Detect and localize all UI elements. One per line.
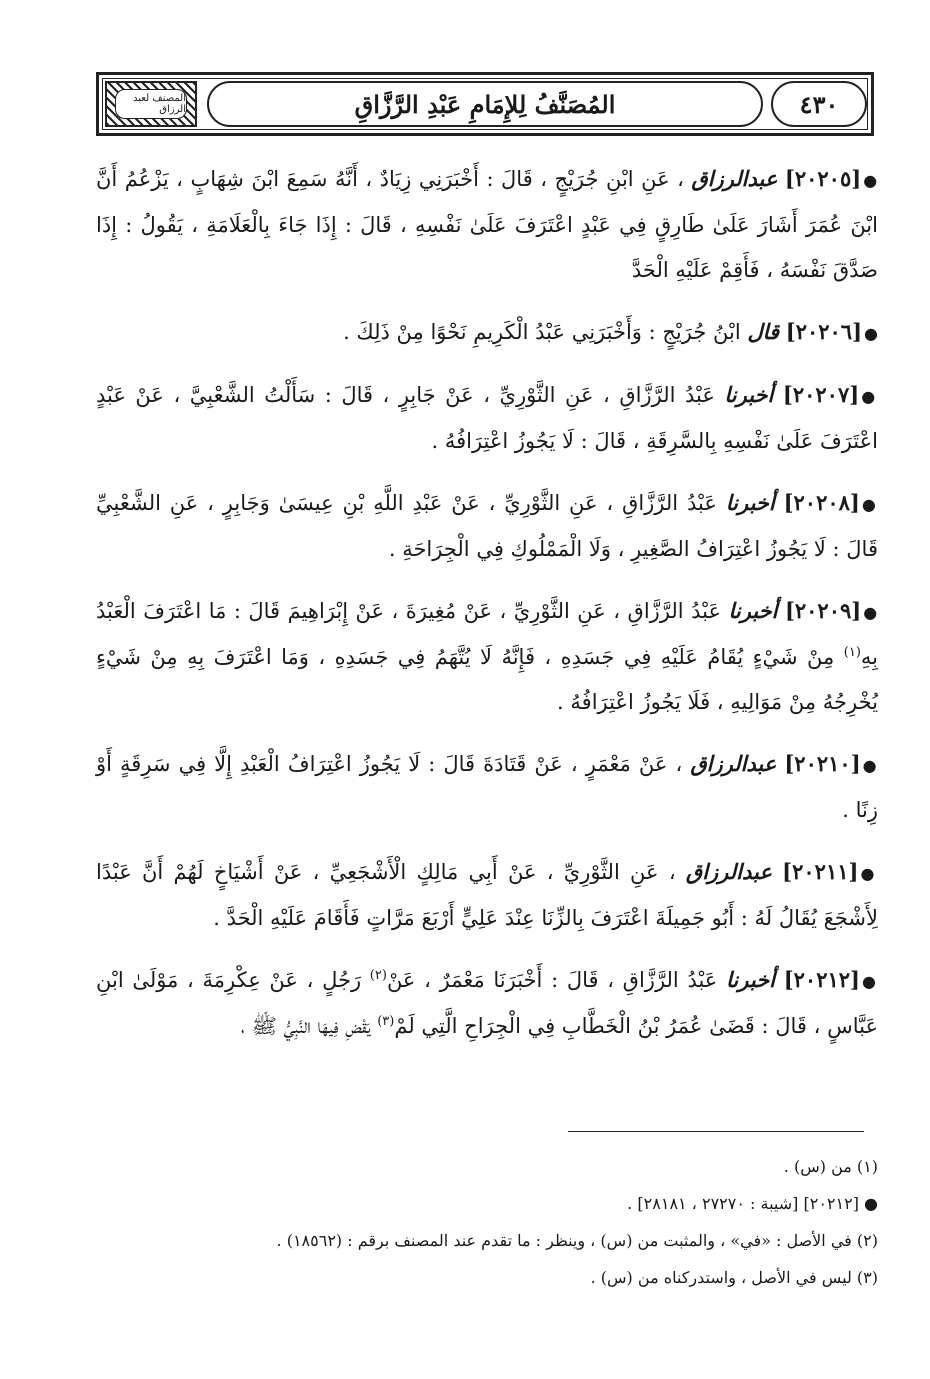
hadith-text: عَبْدُ الرَّزَّاقِ ، عَنِ الثَّوْرِيِّ ، عَنْ جَابِرٍ ، قَالَ : سَأَلْتُ الشَّعْبِيَّ ، عَنْ عَبْدٍ اعْتَرَفَ عَلَىٰ نَفْسِهِ بِالسَّرِقَةِ ، قَالَ : لَا يَجُوزُ اعْتِرَافُهُ . (96, 383, 878, 453)
hadith-text: عَبْدُ الرَّزَّاقِ ، عَنِ الثَّوْرِيِّ ، عَنْ مُغِيرَةَ ، عَنْ إِبْرَاهِيمَ قَالَ : مَا اعْتَرَفَ الْعَبْدُ بِهِ (96, 599, 878, 669)
running-title-box (207, 81, 763, 127)
hadith-entry (96, 957, 878, 1049)
footnote: ● [٢٠٢١٢] [شيبة : ٢٧٢٧٠ ، ٢٨١٨١] . (627, 1194, 878, 1213)
hadith-text: عَبْدُ الرَّزَّاقِ ، قَالَ : أَخْبَرَنَا مَعْمَرٌ ، عَنْ (386, 968, 718, 992)
hadith-entry (96, 588, 878, 725)
emblem-text: المصنف لعبد الرزاق (115, 89, 187, 119)
hadith-text-continued: مِنْ شَيْءٍ يُقَامُ عَلَيْهِ فِي جَسَدِهِ ، فَإِنَّهُ لَا يُتَّهَمُ فِي جَسَدِهِ ، وَمَا اعْتَرَفَ بِهِ مِنْ شَيْءٍ يُخْرِجُهُ مِنْ مَوَالِيهِ ، فَلَا يَجُوزُ اعْتِرَافُهُ . (96, 645, 878, 714)
narrator-label: عبدالرزاق (690, 751, 777, 776)
hadith-number: [٢٠٢١١] (782, 859, 859, 884)
footnote: (٢) في الأصل : «في» ، والمثبت من (س) ، وينظر : ما تقدم عند المصنف برقم : (١٨٥٦٢) . (276, 1231, 878, 1250)
page-header (96, 72, 874, 136)
hadith-text-continued: رَجُلٍ ، عَنْ عِكْرِمَةَ ، مَوْلَىٰ ابْنِ عَبَّاسٍ ، قَالَ : قَضَىٰ عُمَرُ بْنُ الْخَطَّابِ فِي الْجِرَاحِ الَّتِي لَمْ (96, 968, 878, 1038)
narrator-label: عبدالرزاق (685, 859, 772, 884)
bullet-icon: ● (861, 495, 878, 514)
page-number-box (771, 81, 867, 127)
hadith-text-continued: يَقْضِ فِيهَا النَّبِيُّ ﷺ ، (240, 1014, 371, 1038)
footnote: (٣) ليس في الأصل ، واستدركناه من (س) . (590, 1268, 878, 1287)
hadith-text: ، عَنِ ابْنِ جُرَيْجٍ ، قَالَ : أَخْبَرَنِي زِيَادٌ ، أَنَّهُ سَمِعَ ابْنَ شِهَابٍ ، يَزْعُمُ أَنَّ ابْنَ عُمَرَ أَشَارَ عَلَىٰ طَارِقٍ فِي عَبْدٍ اعْتَرَفَ عَلَىٰ نَفْسِهِ ، قَالَ : إِذَا جَاءَ بِالْعَلَامَةِ ، يَقُولُ : إِذَا صَدَّقَ نَفْسَهُ ، فَأَقِمْ عَلَيْهِ الْحَدَّ (96, 167, 878, 282)
hadith-number: [٢٠٢٠٦] (785, 319, 863, 344)
hadith-entry (96, 741, 878, 833)
hadith-entry (96, 372, 878, 464)
narrator-label: أخبرنا (724, 382, 774, 407)
hadith-entry (96, 309, 878, 356)
hadith-text: ابْنُ جُرَيْجٍ : وَأَخْبَرَنِي عَبْدُ الْكَرِيمِ نَحْوًا مِنْ ذَلِكَ . (343, 320, 741, 344)
running-title: المُصَنَّفُ لِلإِمَامِ عَبْدِ الرَّزَّاقِ (354, 89, 616, 119)
page-number: ٤٣٠ (799, 89, 839, 119)
hadith-text: ، عَنِ الثَّوْرِيِّ ، عَنْ أَبِي مَالِكٍ الْأَشْجَعِيِّ ، عَنْ أَشْيَاخٍ لَهُمْ أَنَّ عَبْدًا لِأَشْجَعَ يُقَالُ لَهُ : أَبُو جَمِيلَةَ اعْتَرَفَ بِالزِّنَا عِنْدَ عَلِيٍّ أَرْبَعَ مَرَّاتٍ فَأَقَامَ عَلَيْهِ الْحَدَّ . (96, 860, 878, 930)
bullet-icon: ● (862, 756, 878, 775)
hadith-number: [٢٠٢٠٥] (784, 166, 862, 191)
hadith-entry (96, 156, 878, 293)
narrator-label: أخبرنا (725, 490, 775, 515)
hadith-number: [٢٠٢٠٨] (783, 490, 860, 515)
bullet-icon: ● (863, 171, 878, 190)
main-text (96, 156, 878, 1065)
footnote-marker: (١) (843, 645, 861, 660)
bullet-icon: ● (863, 603, 878, 622)
narrator-label: أخبرنا (726, 967, 776, 992)
hadith-text: ، عَنْ مَعْمَرٍ ، عَنْ قَتَادَةَ قَالَ : لَا يَجُوزُ اعْتِرَافُ الْعَبْدِ إِلَّا فِي سَرِقَةٍ أَوْ زِنًا . (96, 752, 878, 822)
hadith-number: [٢٠٢١٢] (783, 967, 860, 992)
hadith-number: [٢٠٢٠٧] (782, 382, 860, 407)
narrator-label: قال (747, 319, 780, 344)
narrator-label: عبدالرزاق (691, 166, 778, 191)
bullet-icon: ● (861, 387, 878, 406)
footnote-divider (568, 1131, 864, 1132)
footnotes (96, 1148, 878, 1296)
bullet-icon: ● (864, 324, 878, 343)
hadith-text: عَبْدُ الرَّزَّاقِ ، عَنِ الثَّوْرِيِّ ، عَنْ عَبْدِ اللَّهِ بْنِ عِيسَىٰ وَجَابِرٍ ، عَنِ الشَّعْبِيِّ قَالَ : لَا يَجُوزُ اعْتِرَافُ الصَّغِيرِ ، وَلَا الْمَمْلُوكِ فِي الْجِرَاحَةِ . (96, 491, 878, 561)
bullet-icon: ● (861, 972, 878, 991)
hadith-number: [٢٠٢١٠] (784, 751, 861, 776)
hadith-entry (96, 480, 878, 572)
footnote: (١) من (س) . (783, 1157, 878, 1176)
footnote-marker: (٣) (377, 1014, 395, 1029)
left-emblem-icon (105, 81, 197, 127)
footnote-marker: (٢) (369, 968, 387, 983)
bullet-icon: ● (860, 864, 879, 883)
narrator-label: أخبرنا (728, 598, 778, 623)
hadith-entry (96, 849, 878, 941)
hadith-number: [٢٠٢٠٩] (784, 598, 862, 623)
